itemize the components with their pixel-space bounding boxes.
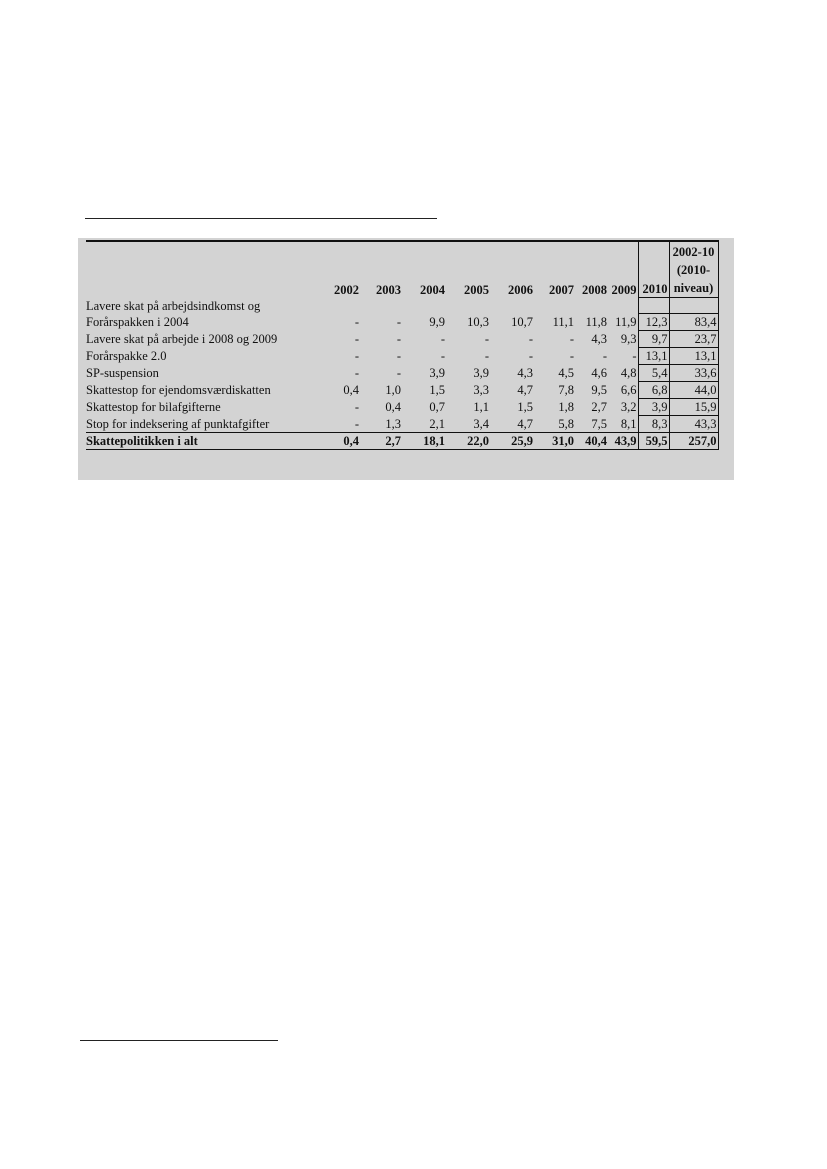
total-cell: 43,9 — [608, 433, 638, 450]
table-cell: 5,4 — [638, 365, 669, 382]
table-cell: - — [354, 349, 359, 363]
table-row — [86, 365, 718, 382]
table-cell — [360, 298, 402, 314]
total-label: Skattepolitikken i alt — [86, 433, 314, 450]
table-cell: - — [632, 349, 637, 363]
table-cell: 10,3 — [467, 315, 489, 329]
table-cell — [669, 298, 718, 314]
table-cell: 2,7 — [591, 400, 607, 414]
header-year: 2004 — [402, 241, 446, 298]
table-cell: 7,5 — [591, 416, 607, 431]
table-cell: 3,2 — [620, 400, 637, 414]
header-total-line: (2010- — [676, 263, 711, 277]
row-label: Skattestop for ejendomsværdiskatten — [86, 383, 271, 397]
table-cell: 9,9 — [429, 315, 445, 329]
header-year: 2008 — [575, 241, 608, 298]
total-row — [86, 433, 718, 450]
total-cell: 25,9 — [490, 433, 534, 450]
total-cell: 2,7 — [360, 433, 402, 450]
table-cell: 4,3 — [591, 332, 607, 346]
top-rule — [85, 218, 437, 219]
table-cell: - — [569, 349, 574, 363]
table-row — [86, 298, 718, 314]
table-cell: 4,7 — [517, 383, 533, 397]
table-cell: 15,9 — [669, 399, 718, 416]
total-cell: 18,1 — [402, 433, 446, 450]
table-cell: 44,0 — [669, 382, 718, 399]
table-cell: 8,3 — [638, 416, 669, 433]
row-label: Skattestop for bilafgifterne — [86, 400, 221, 414]
header-year: 2002 — [314, 241, 360, 298]
table-row — [86, 416, 718, 433]
table-cell: 4,3 — [517, 366, 533, 380]
table-cell: 1,0 — [385, 383, 401, 397]
table-cell: 9,3 — [620, 332, 637, 346]
table-cell: 11,8 — [585, 315, 607, 329]
table-cell: 8,1 — [620, 416, 637, 431]
table-cell: 13,1 — [638, 348, 669, 365]
table-cell: 4,5 — [558, 366, 574, 380]
table-cell: 11,1 — [552, 315, 574, 329]
table-row — [86, 382, 718, 399]
row-label: Forårspakken i 2004 — [86, 315, 189, 329]
table-cell: - — [528, 332, 533, 346]
table-cell: - — [396, 349, 401, 363]
table-cell: 3,9 — [473, 366, 489, 380]
total-cell: 31,0 — [534, 433, 575, 450]
table-cell: - — [528, 349, 533, 363]
table-cell — [575, 298, 608, 314]
table-cell: - — [484, 332, 489, 346]
table-cell — [534, 298, 575, 314]
table-cell: 3,4 — [473, 416, 489, 431]
table-cell: - — [396, 366, 401, 380]
table-cell: 1,5 — [429, 383, 445, 397]
table-cell — [638, 298, 669, 314]
table-cell: 1,3 — [385, 416, 401, 431]
footnote-rule — [80, 1040, 278, 1041]
table-cell: 2,1 — [429, 416, 445, 431]
header-total-line: niveau) — [673, 281, 714, 295]
row-label: Lavere skat på arbejdsindkomst og — [86, 298, 261, 313]
table-cell: 10,7 — [511, 315, 533, 329]
total-cell: 257,0 — [669, 433, 718, 450]
table-cell: - — [440, 349, 445, 363]
table-cell: 4,6 — [591, 366, 607, 380]
table-cell: 9,7 — [638, 331, 669, 348]
header-year: 2003 — [360, 241, 402, 298]
table-cell: 7,8 — [558, 383, 574, 397]
table-cell: 1,8 — [558, 400, 574, 414]
table-cell: 3,9 — [429, 366, 445, 380]
header-row — [86, 241, 718, 298]
table-cell: - — [354, 332, 359, 346]
table-cell: 33,6 — [669, 365, 718, 382]
row-label: Stop for indeksering af punktafgifter — [86, 416, 270, 431]
table-cell — [402, 298, 446, 314]
table-cell: 3,9 — [638, 399, 669, 416]
header-total-line: 2002-10 — [672, 245, 715, 259]
table-cell: - — [354, 315, 359, 329]
row-label: Lavere skat på arbejde i 2008 og 2009 — [86, 332, 278, 346]
table-row — [86, 331, 718, 348]
tax-policy-table — [86, 240, 719, 450]
table-cell: 0,4 — [343, 383, 359, 397]
table-cell: 1,1 — [473, 400, 489, 414]
total-cell: 59,5 — [638, 433, 669, 450]
table-cell: - — [354, 366, 359, 380]
table-cell — [314, 298, 360, 314]
table-cell: 43,3 — [669, 416, 718, 433]
table-cell: 4,7 — [517, 416, 533, 431]
table-cell: 5,8 — [558, 416, 574, 431]
table-cell: - — [484, 349, 489, 363]
table-cell: 11,9 — [615, 315, 637, 329]
total-cell: 22,0 — [446, 433, 490, 450]
table-cell: 0,7 — [429, 400, 445, 414]
header-label-cell — [86, 241, 314, 298]
table-cell: 6,6 — [620, 383, 637, 397]
table-cell: - — [602, 349, 607, 363]
row-label: Forårspakke 2.0 — [86, 349, 167, 363]
row-label: SP-suspension — [86, 366, 159, 380]
table-cell: 0,4 — [385, 400, 401, 414]
table-cell: 12,3 — [638, 314, 669, 331]
table-cell: 4,8 — [620, 366, 637, 380]
table-cell: 9,5 — [591, 383, 607, 397]
header-year: 2009 — [608, 241, 638, 298]
table-cell: 13,1 — [669, 348, 718, 365]
total-cell: 40,4 — [575, 433, 608, 450]
table-cell — [446, 298, 490, 314]
header-year: 2005 — [446, 241, 490, 298]
table-cell: 83,4 — [669, 314, 718, 331]
table-cell: 3,3 — [473, 383, 489, 397]
header-total — [669, 241, 718, 298]
table-cell — [608, 298, 638, 314]
header-year: 2007 — [534, 241, 575, 298]
table-row — [86, 399, 718, 416]
table-row — [86, 314, 718, 331]
table-cell: - — [354, 416, 359, 431]
table-cell: - — [396, 332, 401, 346]
header-year: 2006 — [490, 241, 534, 298]
table-cell: 6,8 — [638, 382, 669, 399]
table-cell: - — [396, 315, 401, 329]
table-cell: - — [354, 400, 359, 414]
table-cell: 23,7 — [669, 331, 718, 348]
table-panel — [78, 238, 734, 480]
table-cell: 1,5 — [517, 400, 533, 414]
header-year-2010: 2010 — [638, 241, 669, 298]
table-cell: - — [569, 332, 574, 346]
table-cell: - — [440, 332, 445, 346]
table-cell — [490, 298, 534, 314]
total-cell: 0,4 — [314, 433, 360, 450]
table-row — [86, 348, 718, 365]
